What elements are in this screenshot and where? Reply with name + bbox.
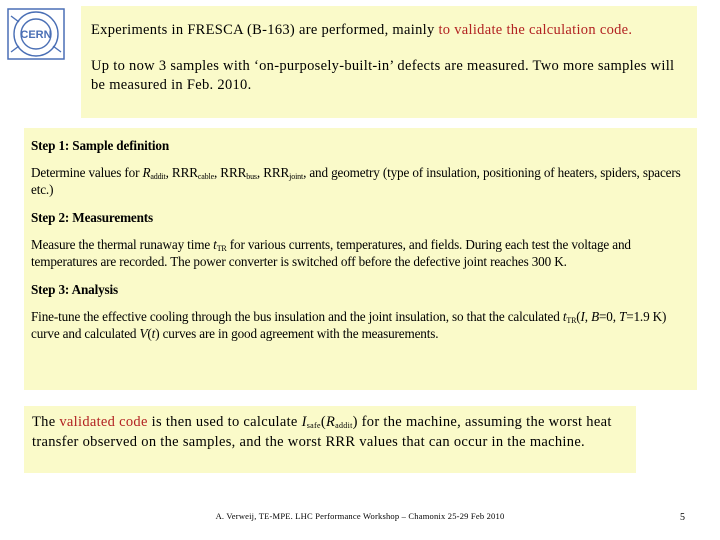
cern-logo — [7, 8, 65, 60]
intro-paragraph-1 — [91, 21, 687, 40]
step-3 — [31, 281, 690, 342]
step-3-text: Fine-tune the effective cooling through the bus insulation and the joint insulation, so that the calculated $t_{TR}(I$, B=0, T=1.9 K) curve and calculated V(t) curves are in good agreement with the measurements. — [31, 309, 667, 341]
step-3-title: Step 3: Analysis — [31, 282, 119, 297]
conclusion-box: The validated code is then used to calculate $I_{safe}(R_{addit})$ for the machine, assuming the worst heat transfer observed on the samples, and the worst RRR values that can occur in the machine. — [24, 406, 636, 473]
logo-text: CERN — [20, 29, 52, 41]
step-1-title: Step 1: Sample definition — [31, 138, 170, 153]
step-1-text: Determine values for $R_{addit}$, $RRR_{cable}$, $RRR_{bus}$, $RRR_{joint}$, and geometry (type of insulation, positioning of heaters, spiders, spacers etc.) — [31, 165, 681, 197]
intro-text: Experiments in FRESCA (B-163) are performed, mainly — [91, 22, 439, 38]
step-2 — [31, 209, 690, 270]
footer: A. Verweij, TE-MPE. LHC Performance Workshop – Chamonix 25-29 Feb 2010 — [215, 511, 505, 521]
page-number: 5 — [680, 512, 685, 523]
conclusion-highlight: validated code — [59, 414, 148, 430]
intro-box — [81, 6, 697, 118]
intro-highlight: to validate the calculation code. — [438, 22, 633, 38]
steps-box — [24, 128, 697, 390]
step-2-text: Measure the thermal runaway time $t_{TR}$ for various currents, temperatures, and fields. During each test the voltage and temperatures are recorded. The power converter is switched off before the defective joint reaches 300 K. — [31, 237, 631, 269]
intro-paragraph-2: Up to now 3 samples with ‘on-purposely-built-in’ defects are measured. Two more samples will be measured in Feb. 2010. — [91, 58, 675, 93]
step-1 — [31, 137, 690, 198]
step-2-title: Step 2: Measurements — [31, 210, 154, 225]
